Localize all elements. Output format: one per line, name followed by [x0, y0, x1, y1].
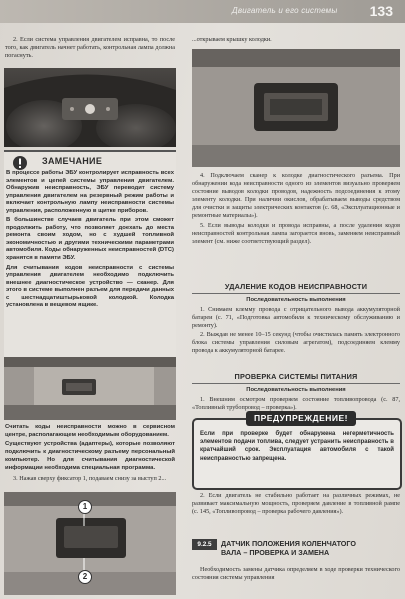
- top-line-text: ...открываем крышку колодки.: [192, 36, 272, 43]
- connector-photo: [4, 492, 176, 595]
- warning-title: ПРЕДУПРЕЖДЕНИЕ!: [246, 411, 356, 426]
- callout-1: 1: [78, 500, 92, 514]
- running-title: Двигатель и его системы: [232, 6, 338, 15]
- note-paragraph: В большинстве случаев двигатель при этом сможет продолжить работу, что позволяет доехать до места ремонта своим ходом, но с худшей топливной экономичностью и другими техническими параметрами автомобиля. Коды обнаруженных неисправностей (DTC) хранятся в памяти ЭБУ.: [6, 217, 174, 262]
- adapter-paragraph: Существуют устройства (адаптеры), которые позволяют подключить к диагностическому разъему персональный компьютер. Но для считывания диагностической информации необходима специальная программа.: [5, 441, 175, 472]
- section-fuel-check-title: ПРОВЕРКА СИСТЕМЫ ПИТАНИЯ: [234, 372, 358, 381]
- note-box: [4, 150, 176, 357]
- warning-box: [192, 413, 402, 490]
- warning-body: [200, 430, 394, 465]
- page-header: [0, 0, 405, 23]
- section-1-subtitle: Последовательность выполнения: [246, 297, 346, 303]
- step-5-text: 5. Если выводы колодки и провода исправны, а после удаления кодов неисправностей контрольная лампа загорается вновь, заменяем неисправный элемент (см. ниже соответствующий раздел).: [192, 221, 400, 245]
- page-number: 133: [369, 3, 393, 19]
- note-paragraph: Для считывания кодов неисправности с системы управления двигателем необходимо подключить внешнее диагностическое устройство — сканер. Для этого в системе выполнен разъем для передачи данных с шестнадцатиштырьковой колодкой. Колодка установлена в вещевом ящике.: [6, 264, 174, 309]
- step-3-text: 3. Нажав сверху фиксатор 1, подаваем снизу за выступ 2...: [13, 474, 167, 482]
- callout-2: 2: [78, 570, 92, 584]
- service-paragraph: Считать коды неисправности можно в сервисном центре, располагающем необходимым оборудованием.: [5, 424, 175, 439]
- glovebox-photo: [4, 357, 176, 420]
- bottom-paragraph: Необходимость замены датчика определяем в ходе проверки технического состояния системы управления: [192, 566, 400, 582]
- section-1-step-2: 2. Выждав не менее 10–15 секунд (чтобы очистилась память электронного блока системы управления силовым агрегатом), подсоединяем клемму провода к аккумуляторной батарее.: [192, 331, 400, 355]
- crankshaft-title-line-2: ВАЛА – ПРОВЕРКА И ЗАМЕНА: [221, 548, 330, 557]
- section-2-subtitle: Последовательность выполнения: [246, 387, 346, 393]
- section-crankshaft-title: [221, 539, 401, 557]
- note-title: ЗАМЕЧАНИЕ: [42, 156, 103, 166]
- crankshaft-title-line-1: ДАТЧИК ПОЛОЖЕНИЯ КОЛЕНЧАТОГО: [221, 539, 356, 548]
- intro-paragraph: [5, 36, 175, 61]
- note-paragraph: В процессе работы ЭБУ контролирует исправность всех элементов и цепей системы управления двигателем. Обнаружив неисправность, ЭБУ переводит систему управления двигателем на резервный режим работы и включает контрольную лампу неисправности системы управления, расположенную в щитке приборов.: [6, 170, 174, 214]
- right-steps: [192, 172, 400, 247]
- section-1-step-1: 1. Снимаем клемму провода с отрицательного вывода аккумуляторной батареи (с. 71, «Подготовка автомобиля к техническому обслуживанию и ремонту).: [192, 306, 400, 330]
- section-rule: [192, 383, 400, 384]
- warning-paragraph: Если при проверке будет обнаружена негерметичность элементов подачи топлива, следует устранить неисправность в кратчайший срок. Эксплуатация автомобиля с такой неисправностью запрещена.: [200, 431, 394, 462]
- instrument-cluster-photo: [4, 68, 176, 147]
- section-1-body: [192, 306, 400, 357]
- connector-cover-photo: [192, 49, 400, 167]
- section-remove-codes-title: УДАЛЕНИЕ КОДОВ НЕИСПРАВНОСТИ: [224, 282, 368, 291]
- right-top-line: [192, 36, 400, 45]
- right-bottom-text: [192, 566, 400, 583]
- note-icon: [12, 155, 28, 171]
- section-number-badge: 9.2.5: [192, 539, 217, 550]
- section-2-step-1: 1. Внешним осмотром проверяем состояние топливопровода (с. 87, «Топливный трубопровод – проверка»).: [192, 396, 400, 412]
- note-body: [6, 170, 174, 312]
- section-rule: [192, 293, 400, 294]
- intro-text: 2. Если система управления двигателем исправна, то после того, как двигатель начнет работать, контрольная лампа должна погаснуть.: [5, 36, 175, 60]
- step-4-text: 4. Подключаем сканер к колодке диагностического разъема. При обнаружении кода неисправности одного из элементов визуально проверяем состояние выводов колодки проводов, надежность подсоединения к этому элементу колодки. При наличии окислов, обрабатываем выводы средством для очистки и защиты электрических контактов (с. 68, «Эксплуатационные и ремонтные материалы»).: [192, 172, 400, 220]
- right-step-2: [192, 492, 400, 517]
- after-photo-text: [5, 423, 175, 484]
- pressure-check-text: 2. Если двигатель не стабильно работает на различных режимах, не развивает максимальную мощность, проверяем давление в топливной рампе (с. 145, «Топливопровод – проверка рабочего давления»).: [192, 492, 400, 516]
